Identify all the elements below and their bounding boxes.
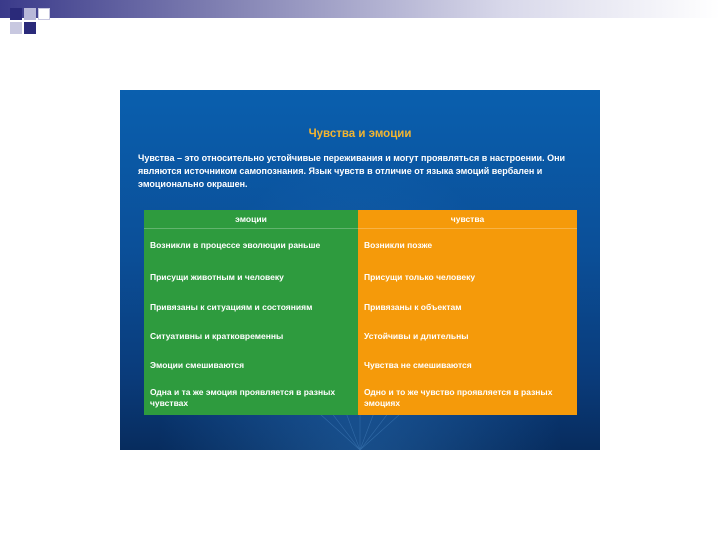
- emotions-cell: Эмоции смешиваются: [150, 360, 245, 370]
- emotions-cell: Одна и та же эмоция проявляется в разных чувствах: [150, 387, 336, 408]
- emotions-cell: Возникли в процессе эволюции раньше: [150, 240, 321, 250]
- decor-square: [38, 8, 50, 20]
- feelings-cell: Чувства не смешиваются: [364, 360, 472, 370]
- decor-square: [24, 22, 36, 34]
- intro-paragraph: Чувства – это относительно устойчивые переживания и могут проявляться в настроении. Они являются источником самопознания. Язык чувств в отличие от языка эмоций вербален и эмоционально окрашен.: [138, 153, 566, 189]
- feelings-cell: Устойчивы и длительны: [364, 331, 469, 341]
- slide-title: Чувства и эмоции: [308, 128, 412, 140]
- feelings-cell: Одно и то же чувство проявляется в разных эмоциях: [364, 387, 553, 408]
- emotions-cell: Привязаны к ситуациям и состояниям: [150, 302, 313, 312]
- feelings-cell: Присущи только человеку: [364, 272, 476, 282]
- feelings-column: [358, 210, 577, 415]
- feelings-cell: Возникли позже: [364, 240, 433, 250]
- header-gradient-bar: [0, 0, 720, 18]
- decor-square: [10, 22, 22, 34]
- emotions-cell: Ситуативны и кратковременны: [150, 331, 284, 341]
- emotions-column: [144, 210, 358, 415]
- decor-square: [24, 8, 36, 20]
- emotions-header: эмоции: [144, 210, 358, 229]
- decor-square: [10, 8, 22, 20]
- feelings-cell: Привязаны к объектам: [364, 302, 462, 312]
- feelings-header: чувства: [358, 210, 577, 229]
- emotions-cell: Присущи животным и человеку: [150, 272, 284, 282]
- slide-image: [120, 90, 600, 450]
- comparison-table: [144, 210, 577, 415]
